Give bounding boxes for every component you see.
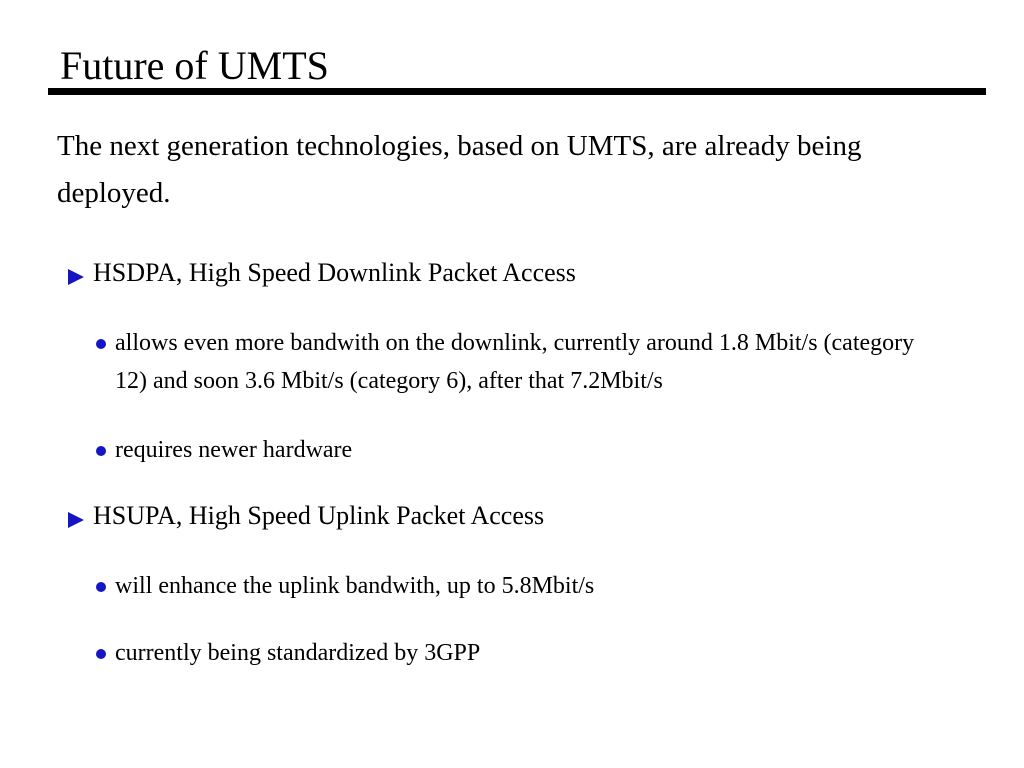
sub-bullet-item-uplink xyxy=(96,567,950,605)
sub-bullet-label: allows even more bandwith on the downlink, currently around 1.8 Mbit/s (category 12) and soon 3.6 Mbit/s (category 6), after that 7.2Mbit/s xyxy=(115,330,915,394)
sub-bullet-label: requires newer hardware xyxy=(115,437,353,463)
circle-bullet-icon xyxy=(96,446,106,456)
bullet-item-hsupa xyxy=(68,499,544,533)
bullet-item-hsdpa xyxy=(68,256,576,290)
sub-bullet-label: currently being standardized by 3GPP xyxy=(115,640,481,666)
page-title: Future of UMTS xyxy=(60,43,329,88)
bullet-label: HSUPA, High Speed Uplink Packet Access xyxy=(93,501,545,530)
sub-bullet-item-hardware xyxy=(96,431,950,469)
circle-bullet-icon xyxy=(96,339,106,349)
triangle-bullet-icon xyxy=(68,269,84,285)
sub-bullet-item-bandwidth xyxy=(96,324,950,400)
sub-bullet-label: will enhance the uplink bandwith, up to 5.8Mbit/s xyxy=(115,573,595,599)
circle-bullet-icon xyxy=(96,649,106,659)
triangle-bullet-icon xyxy=(68,512,84,528)
intro-text: The next generation technologies, based on UMTS, are already being deployed. xyxy=(57,130,862,209)
bullet-label: HSDPA, High Speed Downlink Packet Access xyxy=(93,258,576,287)
title-underline xyxy=(48,88,986,95)
sub-bullet-item-3gpp xyxy=(96,634,950,672)
circle-bullet-icon xyxy=(96,582,106,592)
